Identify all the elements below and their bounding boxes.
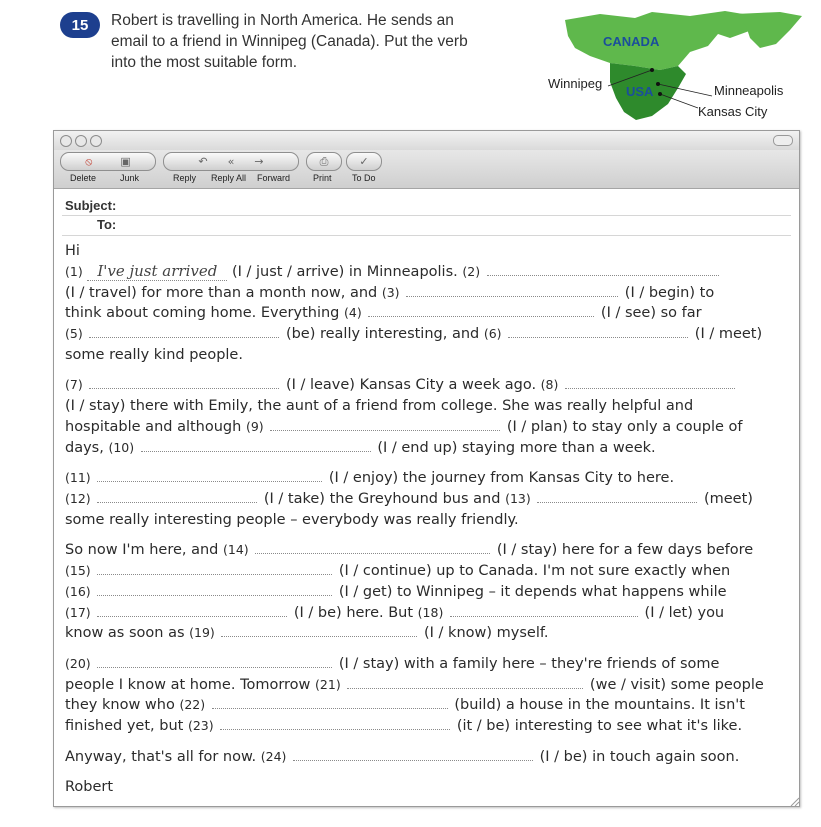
winnipeg-dot xyxy=(650,68,654,72)
usa-label: USA xyxy=(626,84,654,99)
answer-blank-10[interactable] xyxy=(141,438,371,452)
blank-number-3: (3) xyxy=(381,284,400,300)
kansas-city-label: Kansas City xyxy=(698,104,768,119)
todo-label[interactable]: To Do xyxy=(352,173,376,183)
answer-blank-5[interactable] xyxy=(89,324,279,338)
mail-toolbar xyxy=(54,150,799,189)
close-window-button[interactable] xyxy=(60,135,72,147)
reply-icon[interactable]: ↶ xyxy=(198,155,208,168)
minneapolis-label: Minneapolis xyxy=(714,83,784,98)
sentence-text: (be) really interesting, and xyxy=(285,326,480,343)
blank-number-7: (7) xyxy=(65,377,83,393)
sentence-text: (I / meet) xyxy=(694,326,763,343)
answer-blank-21[interactable] xyxy=(347,675,583,689)
blank-number-4: (4) xyxy=(343,305,362,321)
sentence-text: (I / be) in touch again soon. xyxy=(539,748,740,765)
signature: Robert xyxy=(65,778,114,795)
blank-number-17: (17) xyxy=(65,604,91,620)
answer-blank-2[interactable] xyxy=(487,262,719,276)
junk-icon[interactable]: ▣ xyxy=(120,155,131,168)
answer-blank-22[interactable] xyxy=(212,695,448,709)
paragraph-1 xyxy=(65,262,777,366)
delete-label[interactable]: Delete xyxy=(70,173,97,183)
answer-blank-18[interactable] xyxy=(450,603,638,617)
answer-blank-14[interactable] xyxy=(255,540,490,554)
blank-number-19: (19) xyxy=(189,625,215,641)
exercise-number-badge: 15 xyxy=(60,12,100,38)
sentence-text: (I / take) the Greyhound bus and xyxy=(263,490,501,507)
sentence-text: So now I'm here, and xyxy=(65,542,219,559)
print-button[interactable] xyxy=(306,152,342,171)
blank-number-14: (14) xyxy=(223,542,249,558)
blank-number-23: (23) xyxy=(187,718,214,734)
sentence-text: (I / know) myself. xyxy=(424,625,549,642)
blank-number-15: (15) xyxy=(65,562,91,578)
answer-blank-3[interactable] xyxy=(406,283,618,297)
blank-number-1: (1) xyxy=(65,263,83,279)
paragraph-4 xyxy=(65,540,777,644)
sentence-text: some really kind people. xyxy=(65,346,243,363)
answer-blank-7[interactable] xyxy=(89,375,279,389)
window-titlebar[interactable] xyxy=(54,131,799,150)
answer-blank-6[interactable] xyxy=(508,324,688,338)
sentence-text: (I / get) to Winnipeg – it depends what happens while xyxy=(338,583,727,600)
blank-number-2: (2) xyxy=(462,263,481,279)
answer-blank-19[interactable] xyxy=(221,623,417,637)
sentence-text: (I / enjoy) the journey from Kansas City to here. xyxy=(328,470,675,487)
sentence-text: (I / continue) up to Canada. I'm not sure exactly when xyxy=(338,562,731,579)
blank-number-16: (16) xyxy=(65,583,91,599)
delete-icon[interactable]: ⦸ xyxy=(85,155,93,168)
sentence-text: they know who xyxy=(65,697,175,714)
kansas-city-dot xyxy=(658,92,662,96)
junk-label[interactable]: Junk xyxy=(120,173,140,183)
sentence-text: days, xyxy=(65,439,104,456)
resize-grip-icon[interactable] xyxy=(789,796,799,806)
answer-blank-13[interactable] xyxy=(537,489,697,503)
forward-icon[interactable]: → xyxy=(254,155,264,168)
canada-landmass xyxy=(565,11,755,70)
checkmark-icon: ✓ xyxy=(359,155,369,168)
sentence-text: (we / visit) some people xyxy=(589,676,764,693)
answer-blank-16[interactable] xyxy=(97,582,332,596)
sentence-text: Anyway, that's all for now. xyxy=(65,748,257,765)
reply-label[interactable]: Reply xyxy=(173,173,197,183)
todo-button[interactable] xyxy=(346,152,382,171)
sentence-text: (meet) xyxy=(703,490,753,507)
to-label: To: xyxy=(97,217,117,232)
blank-number-22: (22) xyxy=(179,697,206,713)
exercise-instruction: Robert is travelling in North America. He sends an email to a friend in Winnipeg (Canada). Put the verb into the most suitable form. xyxy=(111,12,468,71)
blank-number-11: (11) xyxy=(65,470,91,486)
sentence-text: (I / plan) to stay only a couple of xyxy=(506,418,743,435)
sentence-text: some really interesting people – everybody was really friendly. xyxy=(65,511,519,528)
paragraph-5 xyxy=(65,654,777,737)
blank-number-10: (10) xyxy=(108,439,135,455)
blank-number-21: (21) xyxy=(315,676,341,692)
sentence-text: (build) a house in the mountains. It isn't xyxy=(454,697,745,714)
sentence-text: know as soon as xyxy=(65,625,185,642)
sentence-text: think about coming home. Everything xyxy=(65,305,340,322)
to-divider xyxy=(62,235,791,236)
answer-blank-11[interactable] xyxy=(97,468,322,482)
winnipeg-label: Winnipeg xyxy=(548,76,603,91)
blank-number-9: (9) xyxy=(245,418,264,434)
sentence-text: people I know at home. Tomorrow xyxy=(65,676,311,693)
sentence-text: (I / travel) for more than a month now, and xyxy=(65,284,378,301)
delete-junk-button-group xyxy=(60,152,156,171)
email-window xyxy=(53,130,800,807)
answer-blank-17[interactable] xyxy=(97,603,287,617)
blank-number-20: (20) xyxy=(65,655,91,671)
sentence-text: finished yet, but xyxy=(65,718,184,735)
answer-blank-23[interactable] xyxy=(220,716,450,730)
print-label[interactable]: Print xyxy=(313,173,332,183)
sentence-text: (I / be) here. But xyxy=(293,604,414,621)
answer-blank-4[interactable] xyxy=(368,303,594,317)
sentence-text: (I / see) so far xyxy=(600,305,702,322)
minneapolis-dot xyxy=(656,82,660,86)
blank-number-6: (6) xyxy=(483,326,502,342)
blank-number-12: (12) xyxy=(65,490,91,506)
paragraph-6 xyxy=(65,747,777,768)
zoom-window-button[interactable] xyxy=(90,135,102,147)
reply-forward-button-group xyxy=(163,152,299,171)
sentence-text: (I / end up) staying more than a week. xyxy=(377,439,656,456)
sentence-text: (it / be) interesting to see what it's like. xyxy=(456,718,743,735)
answer-1-handwritten: I've just arrived xyxy=(87,262,227,281)
answer-blank-20[interactable] xyxy=(97,654,332,668)
forward-label[interactable]: Forward xyxy=(257,173,291,183)
minimize-window-button[interactable] xyxy=(75,135,87,147)
blank-number-24: (24) xyxy=(260,748,287,764)
email-body xyxy=(65,241,777,807)
answer-blank-9[interactable] xyxy=(270,417,500,431)
answer-blank-15[interactable] xyxy=(97,561,332,575)
north-america-map xyxy=(540,8,810,126)
toolbar-toggle-button[interactable] xyxy=(773,135,793,146)
greeting: Hi xyxy=(65,243,80,259)
sentence-text: (I / begin) to xyxy=(624,284,715,301)
map-graphic xyxy=(540,8,810,126)
sentence-text: (I / stay) with a family here – they're friends of some xyxy=(338,655,720,672)
sentence-text: (I / stay) there with Emily, the aunt of a friend from college. She was really helpful and xyxy=(65,398,694,415)
reply-all-label[interactable]: Reply All xyxy=(211,173,247,183)
paragraph-3 xyxy=(65,468,777,530)
printer-icon: ⎙ xyxy=(319,155,329,168)
blank-number-13: (13) xyxy=(505,490,531,506)
sentence-text: (I / let) you xyxy=(644,604,725,621)
blank-number-5: (5) xyxy=(65,326,83,342)
blank-number-8: (8) xyxy=(540,377,559,393)
canada-label: CANADA xyxy=(603,34,660,49)
subject-label: Subject: xyxy=(65,198,117,213)
reply-all-icon[interactable]: « xyxy=(227,155,235,168)
answer-blank-8[interactable] xyxy=(565,375,735,389)
paragraph-2 xyxy=(65,375,777,458)
sentence-text: (I / stay) here for a few days before xyxy=(496,542,754,559)
sentence-text: (I / just / arrive) in Minneapolis. xyxy=(231,263,458,280)
blank-number-18: (18) xyxy=(417,604,444,620)
sentence-text: (I / leave) Kansas City a week ago. xyxy=(285,377,537,394)
sentence-text: hospitable and although xyxy=(65,418,242,435)
subject-divider xyxy=(62,215,791,216)
answer-blank-24[interactable] xyxy=(293,747,533,761)
answer-blank-12[interactable] xyxy=(97,489,257,503)
